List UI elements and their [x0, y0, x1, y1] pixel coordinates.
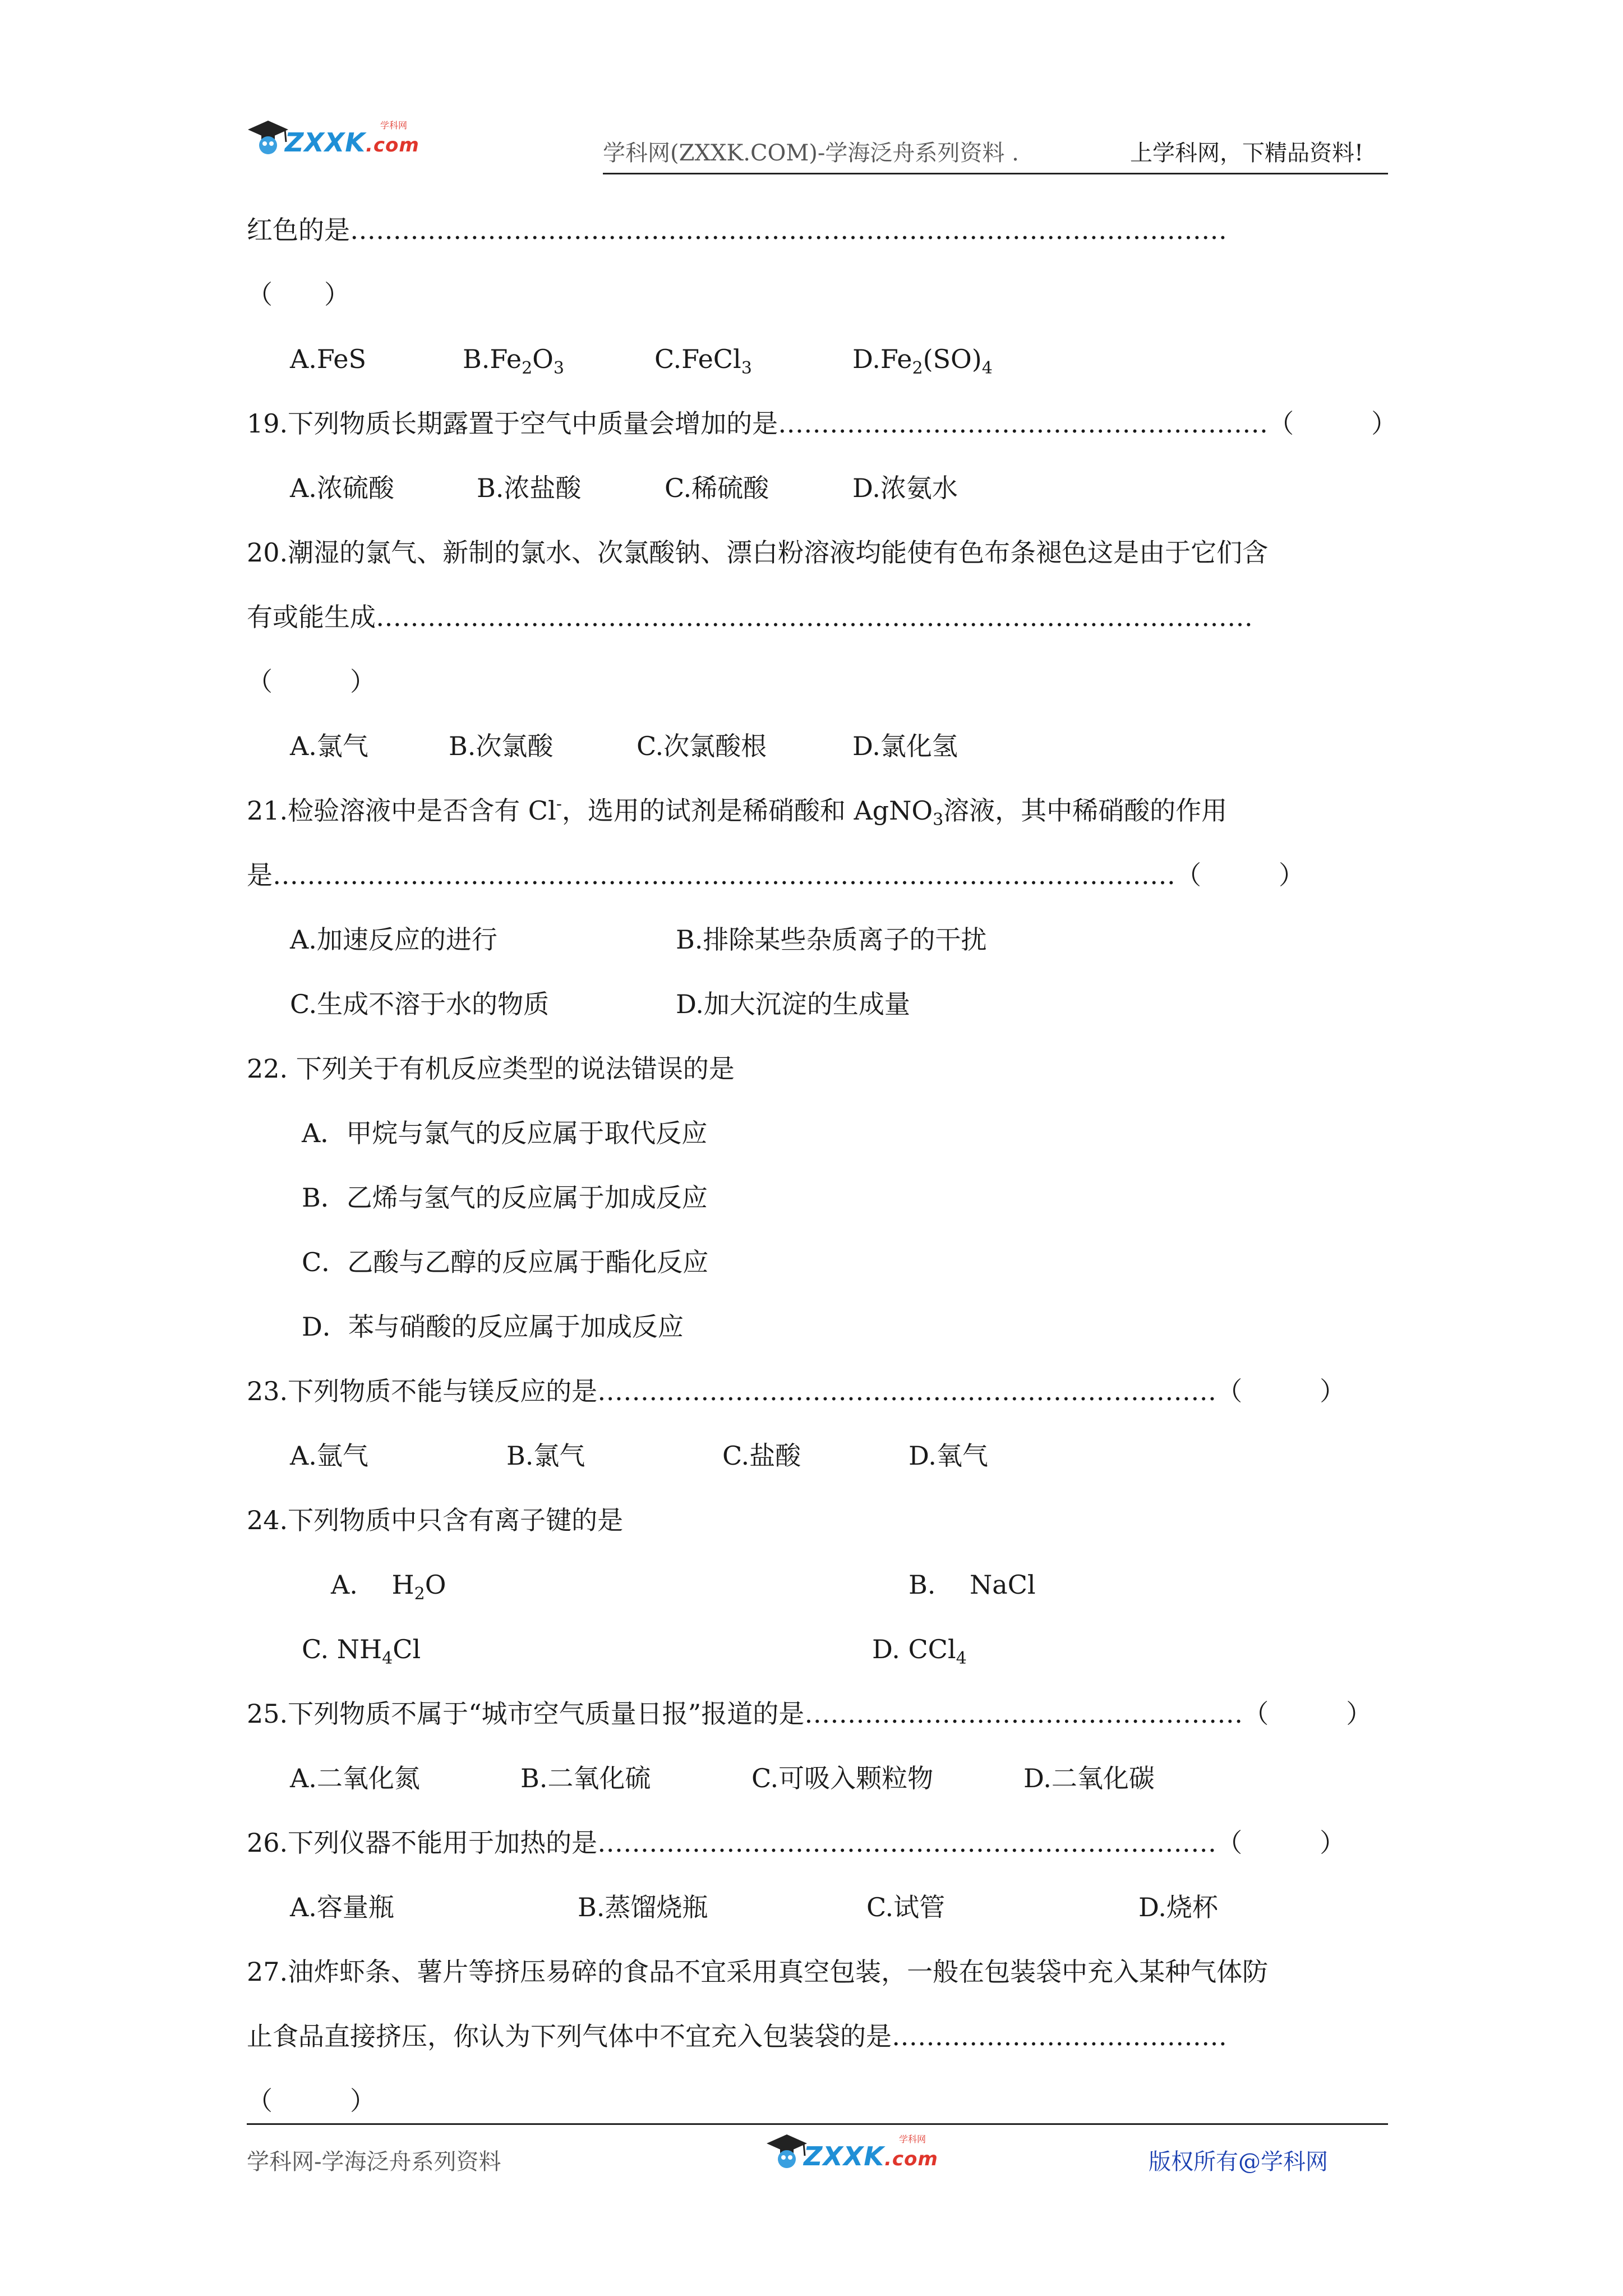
question-22: 22. 下列关于有机反应类型的说法错误的是	[247, 1053, 735, 1084]
option-a: A.氩气	[290, 1441, 368, 1471]
option-c: C. $NH_4Cl$	[302, 1634, 421, 1668]
option-a: A.FeS	[290, 344, 366, 374]
option-d: D.烧杯	[1138, 1892, 1218, 1922]
option-d: $D.Fe_2(SO)_4$	[852, 344, 993, 378]
header-divider	[603, 173, 1388, 174]
option-d: D.加大沉淀的生成量	[676, 989, 910, 1019]
option-b: B.浓盐酸	[477, 473, 582, 503]
question-21-cont: 是……………………………………………………………………………………………（ ）	[247, 860, 1304, 890]
logo-tagline: 学科网	[899, 2134, 926, 2145]
option-c: C.盐酸	[722, 1441, 801, 1471]
mortarboard-icon	[246, 117, 291, 161]
logo-wordmark: ZXXK.com	[285, 127, 419, 158]
option-a: A. $H_2O$	[331, 1570, 446, 1604]
question-26: 26.下列仪器不能用于加热的是………………………………………………………………（ ）	[247, 1828, 1346, 1858]
option-b: B．乙烯与氢气的反应属于加成反应	[302, 1182, 708, 1213]
option-a: A.氯气	[290, 731, 368, 761]
answer-bracket: （ ）	[247, 279, 350, 310]
option-a: A．甲烷与氯气的反应属于取代反应	[302, 1118, 708, 1148]
option-c: C.可吸入颗粒物	[751, 1763, 934, 1793]
option-d: D. CCl$_4$	[872, 1634, 967, 1668]
question-27: 27.油炸虾条、薯片等挤压易碎的食品不宜采用真空包装，一般在包装袋中充入某种气体防	[247, 1957, 1269, 1987]
option-d: D.浓氨水	[852, 473, 958, 503]
footer-divider	[247, 2123, 1388, 2125]
option-c: C.生成不溶于水的物质	[290, 989, 550, 1019]
option-b: B.蒸馏烧瓶	[578, 1892, 708, 1922]
option-a: A.二氧化氮	[290, 1763, 420, 1793]
footer-logo[interactable]	[760, 2129, 939, 2179]
option-b: $B.Fe_2O_3$	[463, 344, 564, 378]
option-d: D.氯化氢	[852, 731, 958, 761]
header-logo[interactable]	[241, 115, 421, 165]
mortarboard-icon	[764, 2131, 809, 2175]
option-a: A.加速反应的进行	[290, 924, 497, 955]
question-20: 20.潮湿的氯气、新制的氯水、次氯酸钠、漂白粉溶液均能使有色布条褪色这是由于它们含	[247, 537, 1269, 568]
option-a: A.浓硫酸	[290, 473, 394, 503]
question-23: 23.下列物质不能与镁反应的是………………………………………………………………（ ）	[247, 1376, 1346, 1406]
option-d: D.氧气	[909, 1441, 988, 1471]
footer-copyright-link[interactable]: 版权所有@学科网	[1149, 2149, 1328, 2175]
question-24: 24.下列物质中只含有离子键的是	[247, 1505, 624, 1535]
option-b: B.排除某些杂质离子的干扰	[676, 924, 987, 955]
question-20-cont: 有或能生成…………………………………………………………………………………………	[247, 602, 1253, 632]
option-c: C．乙酸与乙醇的反应属于酯化反应	[302, 1247, 709, 1277]
option-c: C.FeCl$_3$	[654, 344, 752, 378]
question-21: 21.检验溶液中是否含有 Cl-，选用的试剂是稀硝酸和 AgNO$_3$溶液，其中稀硝酸的作用	[247, 794, 1228, 830]
question-19: 19.下列物质长期露置于空气中质量会增加的是…………………………………………………（ ）	[247, 408, 1398, 439]
option-a: A.容量瓶	[290, 1892, 394, 1922]
answer-bracket: （ ）	[247, 2086, 376, 2116]
option-b: B. NaCl	[909, 1570, 1036, 1600]
footer-left-text: 学科网-学海泛舟系列资料	[247, 2149, 501, 2175]
header-right-text: 上学科网，下精品资料!	[1130, 140, 1364, 166]
option-b: B.氯气	[506, 1441, 585, 1471]
option-c: C.试管	[866, 1892, 946, 1922]
question-25: 25.下列物质不属于“城市空气质量日报”报道的是……………………………………………（ ）	[247, 1699, 1372, 1729]
text-line: 红色的是…………………………………………………………………………………………	[247, 215, 1227, 245]
option-c: C.次氯酸根	[637, 731, 767, 761]
logo-tagline: 学科网	[380, 120, 408, 131]
option-b: B.次氯酸	[449, 731, 554, 761]
option-b: B.二氧化硫	[520, 1763, 651, 1793]
question-27-cont: 止食品直接挤压，你认为下列气体中不宜充入包装袋的是…………………………………	[247, 2021, 1227, 2051]
logo-wordmark: ZXXK.com	[804, 2141, 938, 2171]
option-d: D．苯与硝酸的反应属于加成反应	[302, 1312, 684, 1342]
header-center-text: 学科网(ZXXK.COM)-学海泛舟系列资料 .	[603, 140, 1019, 166]
option-d: D.二氧化碳	[1023, 1763, 1155, 1793]
option-c: C.稀硫酸	[665, 473, 769, 503]
answer-bracket: （ ）	[247, 666, 376, 697]
